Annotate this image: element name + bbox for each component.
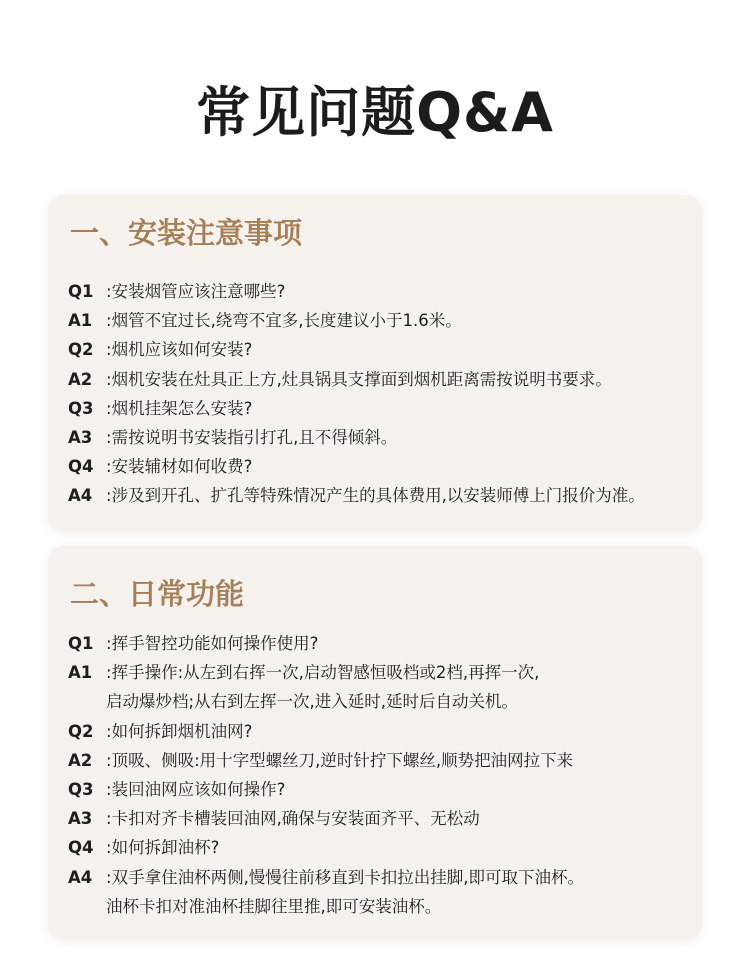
qa-text: 启动爆炒档;从右到左挥一次,进入延时,延时后自动关机。 [106,692,519,712]
qa-text: 挥手操作:从左到右挥一次,启动智感恒吸档或2档,再挥一次, [111,663,540,683]
qa-tag: A2 [68,369,93,389]
answer-row: A2 :烟机安装在灶具正上方,灶具锅具支撑面到烟机距离需按说明书要求。 [68,365,694,394]
qa-tag: Q4 [68,457,94,477]
qa-text: 安装烟管应该注意哪些? [111,282,286,301]
question-row: Q2 :烟机应该如何安装? [68,335,694,364]
qa-tag: A1 [68,311,93,331]
question-row: Q4 :如何拆卸油杯? [68,833,694,862]
qa-tag: A4 [68,486,93,506]
answer-row: A1 :挥手操作:从左到右挥一次,启动智感恒吸档或2档,再挥一次, [68,658,694,687]
question-row: Q1 :安装烟管应该注意哪些? [68,277,694,306]
qa-text: 油杯卡扣对准油杯挂脚往里推,即可安装油杯。 [106,896,442,916]
question-row: Q1 :挥手智控功能如何操作使用? [68,629,694,658]
question-row: Q3 :装回油网应该如何操作? [68,775,694,804]
qa-text: 如何拆卸油杯? [111,838,220,858]
qa-tag: Q1 [68,634,94,653]
qa-text: 挥手智控功能如何操作使用? [111,634,319,653]
answer-row: A4 :双手拿住油杯两侧,慢慢往前移直到卡扣拉出挂脚,即可取下油杯。 [68,863,694,892]
qa-tag: Q3 [68,398,94,418]
answer-row: A3 :需按说明书安装指引打孔,且不得倾斜。 [68,423,694,452]
qa-text: 需按说明书安装指引打孔,且不得倾斜。 [111,428,398,448]
qa-text: 顶吸、侧吸:用十字型螺丝刀,逆时针拧下螺丝,顺势把油网拉下来 [111,750,574,770]
answer-row: A3 :卡扣对齐卡槽装回油网,确保与安装面齐平、无松动 [68,804,694,833]
qa-text: 烟机应该如何安装? [111,340,253,360]
qa-text: 安装辅材如何收费? [111,457,253,477]
qa-list [68,277,694,511]
answer-row: A1 :烟管不宜过长,绕弯不宜多,长度建议小于1.6米。 [68,306,694,335]
section-title: 一、安装注意事项 [70,216,303,250]
qa-text: 双手拿住油杯两侧,慢慢往前移直到卡扣拉出挂脚,即可取下油杯。 [111,867,585,887]
qa-tag: A3 [68,809,93,829]
answer-row: A4 :涉及到开孔、扩孔等特殊情况产生的具体费用,以安装师傅上门报价为准。 [68,481,694,510]
qa-text: 烟机安装在灶具正上方,灶具锅具支撑面到烟机距离需按说明书要求。 [111,369,612,389]
question-row: Q3 :烟机挂架怎么安装? [68,394,694,423]
page-title: 常见问题Q&A [196,81,554,144]
qa-text: 涉及到开孔、扩孔等特殊情况产生的具体费用,以安装师傅上门报价为准。 [111,486,645,506]
qa-list [68,629,694,921]
faq-card-installation [48,195,702,532]
answer-continuation [68,687,694,716]
qa-tag: Q2 [68,340,94,360]
section-title: 二、日常功能 [70,577,245,611]
qa-tag: Q2 [68,721,94,741]
qa-tag: Q1 [68,282,94,301]
qa-tag: Q3 [68,780,94,800]
qa-tag: A3 [68,428,93,448]
qa-text: 卡扣对齐卡槽装回油网,确保与安装面齐平、无松动 [111,809,480,829]
faq-card-daily-functions [48,546,702,940]
qa-tag: Q4 [68,838,94,858]
qa-text: 烟管不宜过长,绕弯不宜多,长度建议小于1.6米。 [111,311,462,331]
qa-text: 如何拆卸烟机油网? [111,721,253,741]
qa-tag: A1 [68,663,93,683]
answer-row: A2 :顶吸、侧吸:用十字型螺丝刀,逆时针拧下螺丝,顺势把油网拉下来 [68,746,694,775]
qa-tag: A2 [68,750,93,770]
qa-tag: A4 [68,867,93,887]
answer-continuation [68,892,694,921]
qa-text: 装回油网应该如何操作? [111,780,286,800]
question-row: Q2 :如何拆卸烟机油网? [68,717,694,746]
question-row: Q4 :安装辅材如何收费? [68,452,694,481]
qa-text: 烟机挂架怎么安装? [111,398,253,418]
